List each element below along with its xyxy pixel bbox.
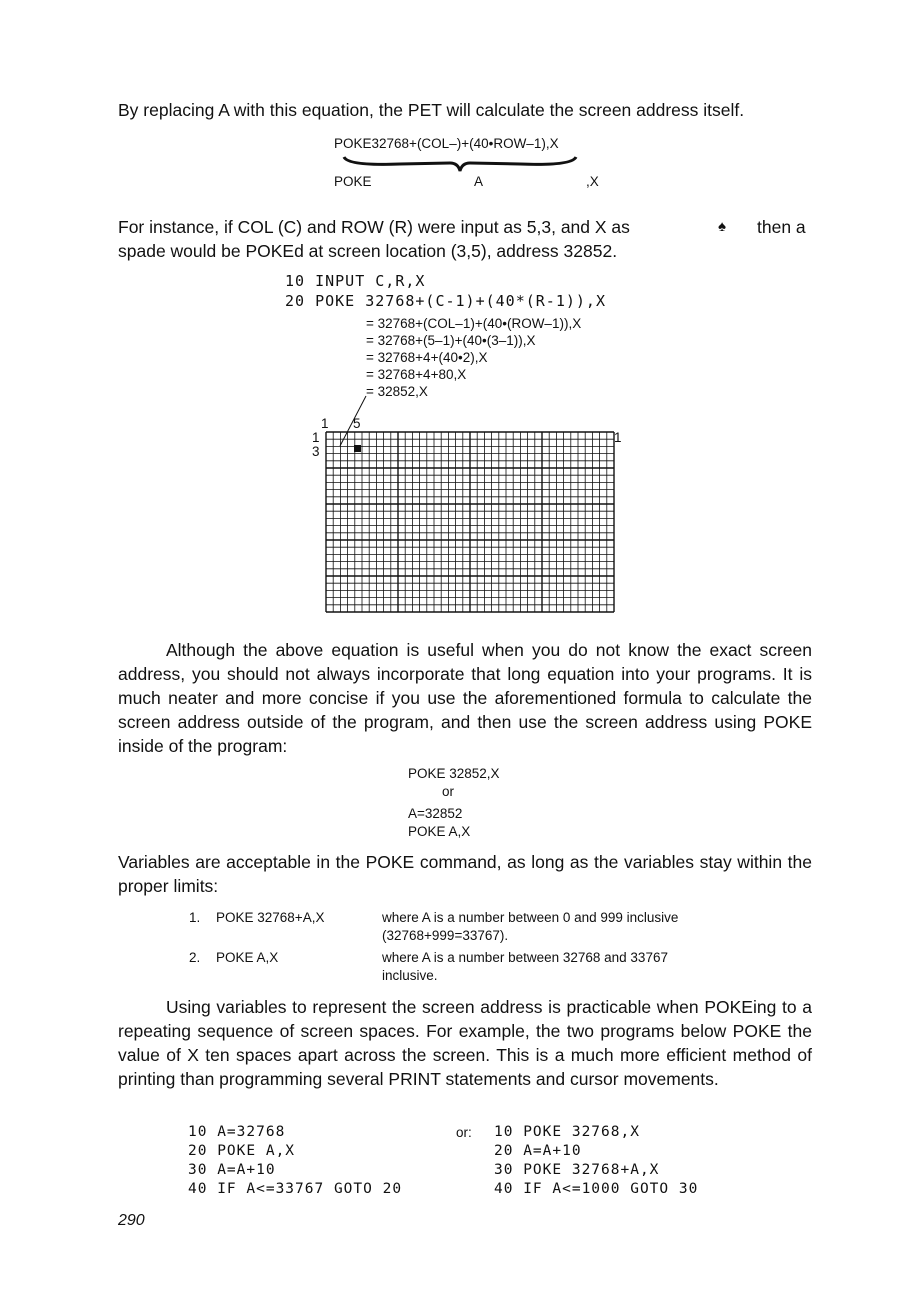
- calc-step: = 32768+4+80,X: [366, 367, 467, 382]
- list-number: 2.: [189, 950, 201, 965]
- program-right-line: 10 POKE 32768,X: [494, 1124, 640, 1140]
- brace-x-label: ,X: [586, 174, 599, 189]
- calc-step: = 32768+(COL–1)+(40•(ROW–1)),X: [366, 316, 582, 331]
- code-line: 10 INPUT C,R,X: [285, 272, 426, 290]
- brace-poke-label: POKE: [334, 174, 372, 189]
- poke-example: A=32852: [408, 806, 463, 821]
- program-right-line: 20 A=A+10: [494, 1143, 582, 1159]
- poke-example-or: or: [442, 784, 455, 799]
- grid-label-row-1: 1: [312, 430, 320, 445]
- spade-icon: ♠: [718, 218, 726, 235]
- program-left-line: 40 IF A<=33767 GOTO 20: [188, 1181, 403, 1197]
- poke-example: POKE 32852,X: [408, 766, 500, 781]
- grid-lines: [326, 432, 614, 612]
- calc-step: = 32852,X: [366, 384, 428, 399]
- spade-cell-marker: [354, 445, 361, 452]
- paragraph-although: Although the above equation is useful when you do not know the exact screen address, you should not always incorporate that long equation into your programs. It is much neater and more concise if you use the aforementioned formula to calculate the screen address outside of the program, and then use the screen address using POKE inside of the program:: [118, 640, 812, 756]
- list-command: POKE 32768+A,X: [216, 910, 325, 925]
- paragraph-instance-then: then a: [757, 217, 806, 237]
- paragraph-instance-line1: For instance, if COL (C) and ROW (R) were input as 5,3, and X as: [118, 217, 630, 237]
- calc-step: = 32768+(5–1)+(40•(3–1)),X: [366, 333, 536, 348]
- program-right-line: 30 POKE 32768+A,X: [494, 1162, 660, 1178]
- list-description: (32768+999=33767).: [382, 928, 509, 943]
- list-number: 1.: [189, 910, 201, 925]
- list-description: where A is a number between 32768 and 33767: [382, 950, 668, 965]
- grid-label-col-5: 5: [353, 416, 361, 431]
- paragraph-variables: Variables are acceptable in the POKE command, as long as the variables stay within the proper limits:: [118, 852, 812, 896]
- program-left-line: 20 POKE A,X: [188, 1143, 296, 1159]
- grid-label-right-1: 1: [614, 430, 622, 445]
- or-label: or:: [456, 1125, 472, 1140]
- program-left-line: 10 A=32768: [188, 1124, 286, 1140]
- screen-grid: [318, 392, 618, 622]
- poke-example: POKE A,X: [408, 824, 471, 839]
- brace-formula: POKE32768+(COL–)+(40•ROW–1),X: [334, 136, 559, 151]
- calc-step: = 32768+4+(40•2),X: [366, 350, 488, 365]
- list-description: where A is a number between 0 and 999 inclusive: [382, 910, 679, 925]
- page-number: 290: [118, 1212, 145, 1229]
- grid-label-row-3: 3: [312, 444, 320, 459]
- program-right-line: 40 IF A<=1000 GOTO 30: [494, 1181, 699, 1197]
- paragraph-using-variables: Using variables to represent the screen address is practicable when POKEing to a repeating sequence of screen spaces. For example, the two programs below POKE the value of X ten spaces apart across the screen. This is a much more efficient method of printing than programming several PRINT statements and cursor movements.: [118, 997, 812, 1089]
- list-command: POKE A,X: [216, 950, 279, 965]
- paragraph-instance-line2: spade would be POKEd at screen location (3,5), address 32852.: [118, 241, 618, 261]
- brace-a-label: A: [474, 174, 484, 189]
- grid-label-col-1: 1: [321, 416, 329, 431]
- code-line: 20 POKE 32768+(C-1)+(40*(R-1)),X: [285, 292, 606, 310]
- curly-brace: [340, 154, 580, 174]
- program-left-line: 30 A=A+10: [188, 1162, 276, 1178]
- list-description: inclusive.: [382, 968, 438, 983]
- paragraph-intro: By replacing A with this equation, the PET will calculate the screen address itself.: [118, 100, 745, 120]
